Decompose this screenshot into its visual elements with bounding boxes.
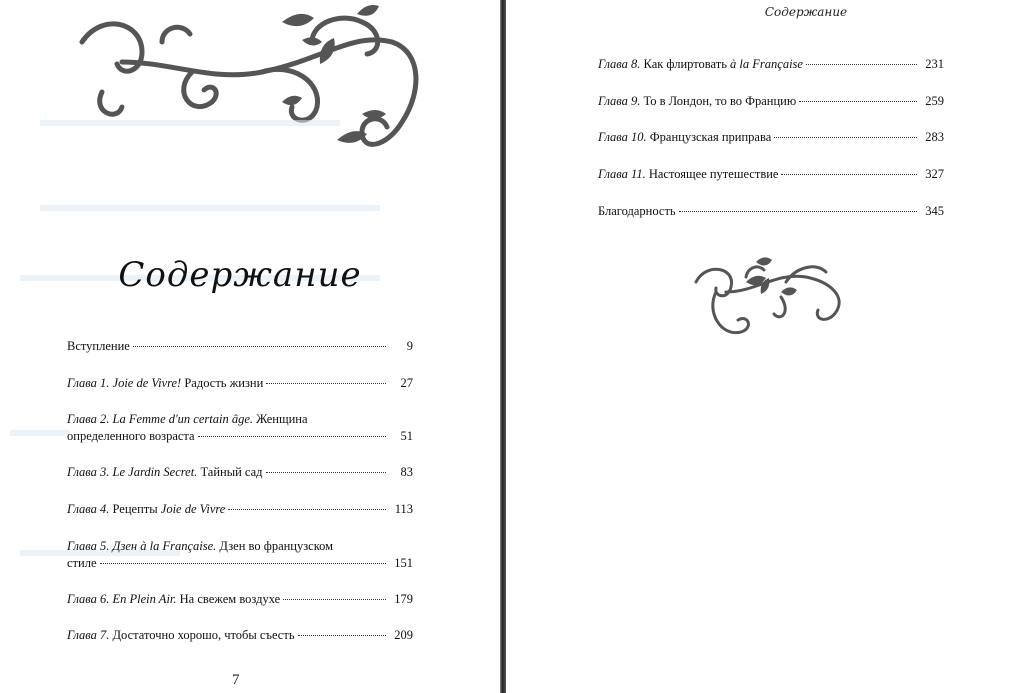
toc-entry-italic-title: Joie de Vivre [160, 502, 226, 516]
toc-entry[interactable] [67, 591, 413, 608]
toc-entry-italic-title: En Plein Air. [112, 592, 177, 606]
toc-entry-title: Благодарность [598, 204, 676, 218]
toc-entry-chapter: Глава 8. [598, 57, 641, 71]
toc-entry-italic-title: Joie de Vivre! [112, 376, 182, 390]
left-page [0, 0, 500, 693]
toc-entry-title-cont: определенного возраста [67, 429, 195, 443]
toc-entry[interactable] [598, 56, 944, 73]
toc-entry[interactable] [67, 338, 413, 355]
toc-entry-page: 179 [394, 592, 413, 606]
toc-entry[interactable] [67, 501, 413, 518]
toc-entry-italic-title: Le Jardin Secret. [112, 465, 198, 479]
toc-entry[interactable] [67, 627, 413, 644]
small-swirl-ornament-icon [686, 252, 856, 352]
toc-entry-title: Французская приправа [649, 130, 772, 144]
toc-entry-page: 83 [400, 465, 413, 479]
toc-entry-chapter: Глава 4. [67, 502, 110, 516]
toc-entry-page: 51 [400, 429, 413, 443]
toc-entry-page: 327 [925, 167, 944, 181]
toc-entry[interactable] [598, 129, 944, 146]
toc-entry-italic-title: Дзен à la Française. [112, 539, 217, 553]
toc-entry-chapter: Глава 5. [67, 539, 110, 553]
toc-entry[interactable] [598, 166, 944, 183]
bleed-through-text [40, 205, 380, 211]
toc-entry-title: Дзен во французском [219, 539, 334, 553]
toc-entry-page: 231 [925, 57, 944, 71]
toc-entry-title: Вступление [67, 339, 130, 353]
toc-entry-title: Тайный сад [200, 465, 263, 479]
toc-entry[interactable] [598, 203, 944, 220]
toc-entry-title: Радость жизни [184, 376, 264, 390]
toc-entry[interactable] [67, 538, 413, 572]
bleed-through-text [10, 430, 70, 436]
toc-entry-chapter: Глава 7. [67, 628, 110, 642]
bleed-through-text [40, 120, 340, 126]
toc-entry-title: Настоящее путешествие [648, 167, 779, 181]
toc-entry-title: Женщина [256, 412, 308, 426]
toc-entry-italic-title: La Femme d'un certain âge. [112, 412, 254, 426]
toc-entry-chapter: Глава 3. [67, 465, 110, 479]
toc-entry-chapter: Глава 11. [598, 167, 646, 181]
toc-entry-page: 345 [925, 204, 944, 218]
toc-entry-title: Как флиртовать [643, 57, 727, 71]
toc-entry-page: 283 [925, 130, 944, 144]
toc-entry-page: 113 [394, 502, 413, 516]
toc-entry-chapter: Глава 1. [67, 376, 110, 390]
right-page [506, 0, 1012, 693]
toc-entry-page: 27 [400, 376, 413, 390]
toc-entry[interactable] [67, 375, 413, 392]
toc-entry-title: Рецепты [112, 502, 158, 516]
toc-entry-title-cont: стиле [67, 556, 97, 570]
running-head: Содержание [764, 5, 848, 19]
toc-entry-chapter: Глава 10. [598, 130, 647, 144]
toc-entry-chapter: Глава 6. [67, 592, 110, 606]
toc-entry-chapter: Глава 9. [598, 94, 641, 108]
toc-entry-title: То в Лондон, то во Францию [643, 94, 797, 108]
page-title: Содержание [118, 255, 362, 295]
toc-entry[interactable] [598, 93, 944, 110]
swirl-ornament-icon [62, 2, 442, 172]
toc-entry-page: 9 [406, 339, 413, 353]
toc-entry[interactable] [67, 464, 413, 481]
page-number: 7 [232, 672, 240, 688]
toc-entry-page: 151 [394, 556, 413, 570]
toc-entry-title: На свежем воздухе [179, 592, 281, 606]
toc-entry-page: 209 [394, 628, 413, 642]
toc-entry-page: 259 [925, 94, 944, 108]
toc-entry[interactable] [67, 411, 413, 445]
toc-entry-title: Достаточно хорошо, чтобы съесть [112, 628, 295, 642]
toc-entry-chapter: Глава 2. [67, 412, 110, 426]
toc-entry-italic-title: à la Française [730, 57, 803, 71]
